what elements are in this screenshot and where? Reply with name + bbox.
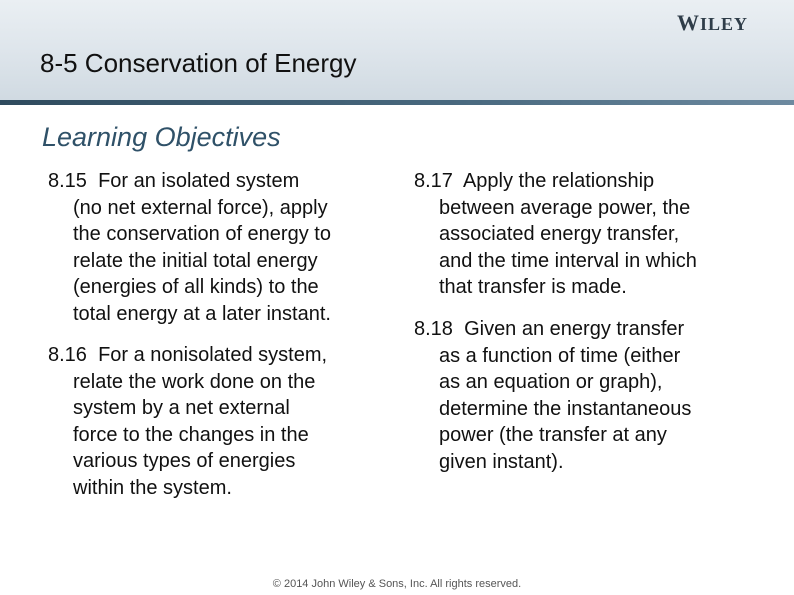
objective-text: For an isolated system — [98, 170, 300, 192]
objective-text: force to the changes in the — [73, 423, 309, 446]
copyright-footer: © 2014 John Wiley & Sons, Inc. All rights reserved. — [272, 578, 522, 590]
objective-text: Apply the relationship — [462, 170, 655, 192]
objective-text: within the system. — [73, 476, 232, 499]
wiley-logo: WILEY — [676, 10, 748, 35]
objective-text: as a function of time (either — [439, 344, 681, 367]
slide-title: 8-5 Conservation of Energy — [40, 48, 357, 78]
objective-8-18 — [414, 316, 774, 475]
objective-code: 8.18 — [414, 318, 453, 340]
objective-text: (energies of all kinds) to the — [73, 276, 319, 298]
objective-text: and the time interval in which — [439, 249, 697, 272]
objective-text: total energy at a later instant. — [73, 302, 331, 325]
objective-text: that transfer is made. — [439, 276, 627, 298]
section-heading: Learning Objectives — [42, 122, 281, 152]
objective-text: For a nonisolated system, — [98, 344, 328, 366]
objective-8-16 — [48, 342, 393, 501]
objective-code: 8.16 — [48, 344, 87, 366]
objective-text: system by a net external — [73, 397, 290, 419]
objective-text: various types of energies — [73, 450, 296, 472]
objective-text: the conservation of energy to — [73, 223, 331, 245]
objective-text: power (the transfer at any — [439, 424, 667, 446]
objective-text: between average power, the — [439, 196, 691, 219]
objective-text: as an equation or graph), — [439, 371, 663, 393]
objective-code: 8.17 — [414, 170, 453, 192]
objective-text: given instant). — [439, 450, 564, 473]
objective-8-15 — [48, 168, 393, 327]
objective-8-17 — [414, 168, 774, 301]
objective-code: 8.15 — [48, 170, 87, 192]
objective-text: (no net external force), apply — [73, 196, 328, 219]
objective-text: determine the instantaneous — [439, 397, 692, 420]
header-band — [0, 100, 794, 105]
objective-text: relate the initial total energy — [73, 249, 318, 272]
objective-text: relate the work done on the — [73, 370, 316, 393]
objective-text: associated energy transfer, — [439, 223, 680, 245]
objective-text: Given an energy transfer — [464, 318, 685, 340]
